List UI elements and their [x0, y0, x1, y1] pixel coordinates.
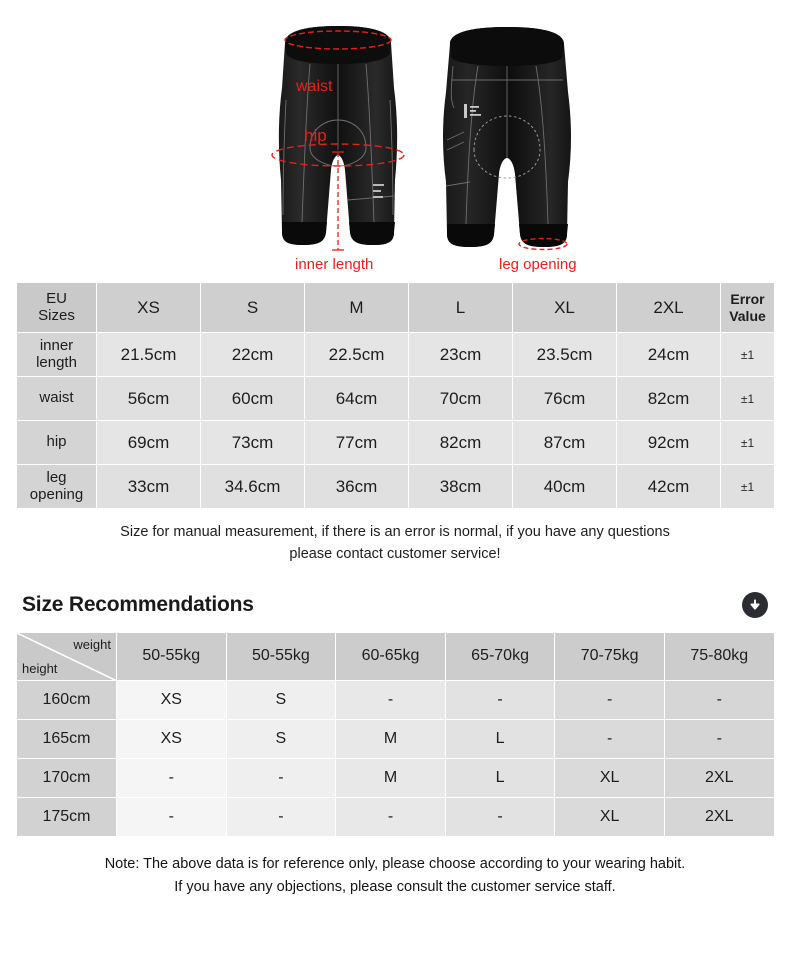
rec-cell-165-4: -	[555, 719, 665, 758]
cell-waist-xs: 56cm	[97, 377, 201, 421]
table-row	[17, 377, 775, 421]
cell-inner-length-2xl: 24cm	[617, 333, 721, 377]
cell-inner-length-xs: 21.5cm	[97, 333, 201, 377]
row-label-leg-opening	[17, 465, 97, 509]
table-row	[17, 421, 775, 465]
download-arrow-icon[interactable]	[742, 592, 768, 618]
label-leg-opening: leg opening	[499, 256, 577, 273]
size-header-m: M	[305, 283, 409, 333]
rec-cell-175-5: 2XL	[664, 797, 774, 836]
rec-cell-170-5: 2XL	[664, 758, 774, 797]
cell-waist-xl: 76cm	[513, 377, 617, 421]
size-header-xs: XS	[97, 283, 201, 333]
label-inner-length: inner length	[295, 256, 374, 273]
error-header-line-2: Value	[729, 307, 766, 324]
cell-hip-s: 73cm	[201, 421, 305, 465]
download-arrow-glyph	[747, 597, 763, 613]
size-table-header-row	[17, 283, 775, 333]
rec-cell-175-1: -	[226, 797, 336, 836]
table-row	[17, 465, 775, 509]
cell-leg-opening-xs: 33cm	[97, 465, 201, 509]
size-recommendation-table	[16, 632, 775, 837]
cell-hip-2xl: 92cm	[617, 421, 721, 465]
rec-cell-160-0: XS	[117, 680, 227, 719]
size-header-xl: XL	[513, 283, 617, 333]
cell-inner-length-error: ±1	[721, 333, 775, 377]
cell-waist-m: 64cm	[305, 377, 409, 421]
cell-hip-l: 82cm	[409, 421, 513, 465]
rec-row-height-160: 160cm	[17, 680, 117, 719]
row-label-line-1: inner	[39, 337, 74, 354]
rec-cell-165-1: S	[226, 719, 336, 758]
rec-header-weight-1: 50-55kg	[226, 632, 336, 680]
corner-line-2: Sizes	[38, 306, 75, 324]
size-measurement-note	[0, 509, 790, 566]
shorts-back-view	[412, 0, 602, 282]
rec-cell-165-0: XS	[117, 719, 227, 758]
cell-hip-xs: 69cm	[97, 421, 201, 465]
rec-cell-165-3: L	[445, 719, 555, 758]
cell-leg-opening-xl: 40cm	[513, 465, 617, 509]
cell-waist-s: 60cm	[201, 377, 305, 421]
shorts-back-svg	[412, 0, 602, 282]
rec-header-weight-2: 60-65kg	[336, 632, 446, 680]
size-header-error-value	[721, 283, 775, 333]
product-illustration	[0, 0, 790, 282]
table-row	[17, 758, 775, 797]
rec-row-height-165: 165cm	[17, 719, 117, 758]
cell-waist-2xl: 82cm	[617, 377, 721, 421]
size-table-wrap	[0, 282, 790, 509]
size-note-line-2: please contact customer service!	[289, 546, 501, 563]
row-label-line-2: length	[36, 353, 77, 371]
error-header-line-1: Error	[730, 291, 765, 308]
rec-header-weight-0: 50-55kg	[117, 632, 227, 680]
table-row	[17, 680, 775, 719]
cell-leg-opening-l: 38cm	[409, 465, 513, 509]
cell-inner-length-l: 23cm	[409, 333, 513, 377]
rec-cell-175-3: -	[445, 797, 555, 836]
cell-hip-xl: 87cm	[513, 421, 617, 465]
rec-cell-160-1: S	[226, 680, 336, 719]
rec-header-weight-4: 70-75kg	[555, 632, 665, 680]
table-row	[17, 333, 775, 377]
row-label-line-1: waist	[39, 389, 74, 407]
cell-hip-error: ±1	[721, 421, 775, 465]
rec-cell-175-2: -	[336, 797, 446, 836]
cell-hip-m: 77cm	[305, 421, 409, 465]
rec-cell-160-5: -	[664, 680, 774, 719]
cell-inner-length-s: 22cm	[201, 333, 305, 377]
size-table-corner	[17, 283, 97, 333]
rec-row-height-175: 175cm	[17, 797, 117, 836]
rec-cell-170-1: -	[226, 758, 336, 797]
row-label-hip	[17, 421, 97, 465]
bottom-note	[0, 837, 790, 899]
table-row	[17, 797, 775, 836]
rec-cell-170-4: XL	[555, 758, 665, 797]
cell-waist-error: ±1	[721, 377, 775, 421]
rec-header-weight-5: 75-80kg	[664, 632, 774, 680]
rec-cell-165-2: M	[336, 719, 446, 758]
page-title: Size Recommendations	[22, 592, 254, 616]
rec-cell-160-3: -	[445, 680, 555, 719]
cell-inner-length-m: 22.5cm	[305, 333, 409, 377]
rec-cell-165-5: -	[664, 719, 774, 758]
cell-inner-length-xl: 23.5cm	[513, 333, 617, 377]
rec-cell-160-4: -	[555, 680, 665, 719]
shorts-front-view	[248, 0, 428, 282]
rec-cell-175-4: XL	[555, 797, 665, 836]
table-row	[17, 719, 775, 758]
rec-cell-170-3: L	[445, 758, 555, 797]
bottom-note-line-2: If you have any objections, please consult the customer service staff.	[174, 879, 616, 896]
bottom-note-line-1: Note: The above data is for reference only, please choose according to your wearing habit.	[104, 855, 686, 872]
size-table	[16, 282, 775, 509]
size-header-l: L	[409, 283, 513, 333]
rec-table-wrap	[0, 632, 790, 837]
row-label-waist	[17, 377, 97, 421]
cell-leg-opening-error: ±1	[721, 465, 775, 509]
cell-leg-opening-m: 36cm	[305, 465, 409, 509]
label-hip: hip	[304, 126, 327, 145]
size-header-2xl: 2XL	[617, 283, 721, 333]
cell-leg-opening-s: 34.6cm	[201, 465, 305, 509]
size-note-line-1: Size for manual measurement, if there is an error is normal, if you have any questions	[120, 524, 670, 540]
rec-cell-160-2: -	[336, 680, 446, 719]
row-label-line-1: leg	[46, 469, 67, 486]
rec-row-height-170: 170cm	[17, 758, 117, 797]
rec-table-header-row	[17, 632, 775, 680]
rec-table-corner-diagonal	[17, 632, 117, 680]
cell-waist-l: 70cm	[409, 377, 513, 421]
row-label-line-2: opening	[29, 485, 84, 503]
label-waist: waist	[296, 78, 333, 95]
size-recommendations-header	[0, 566, 790, 618]
row-label-inner-length	[17, 333, 97, 377]
size-header-s: S	[201, 283, 305, 333]
rec-header-weight-3: 65-70kg	[445, 632, 555, 680]
rec-cell-175-0: -	[117, 797, 227, 836]
shorts-front-svg	[248, 0, 428, 282]
cell-leg-opening-2xl: 42cm	[617, 465, 721, 509]
corner-weight-label: weight	[73, 636, 111, 652]
corner-height-label: height	[22, 660, 58, 676]
row-label-line-1: hip	[46, 433, 67, 451]
corner-line-1: EU	[46, 289, 67, 307]
rec-cell-170-2: M	[336, 758, 446, 797]
rec-cell-170-0: -	[117, 758, 227, 797]
